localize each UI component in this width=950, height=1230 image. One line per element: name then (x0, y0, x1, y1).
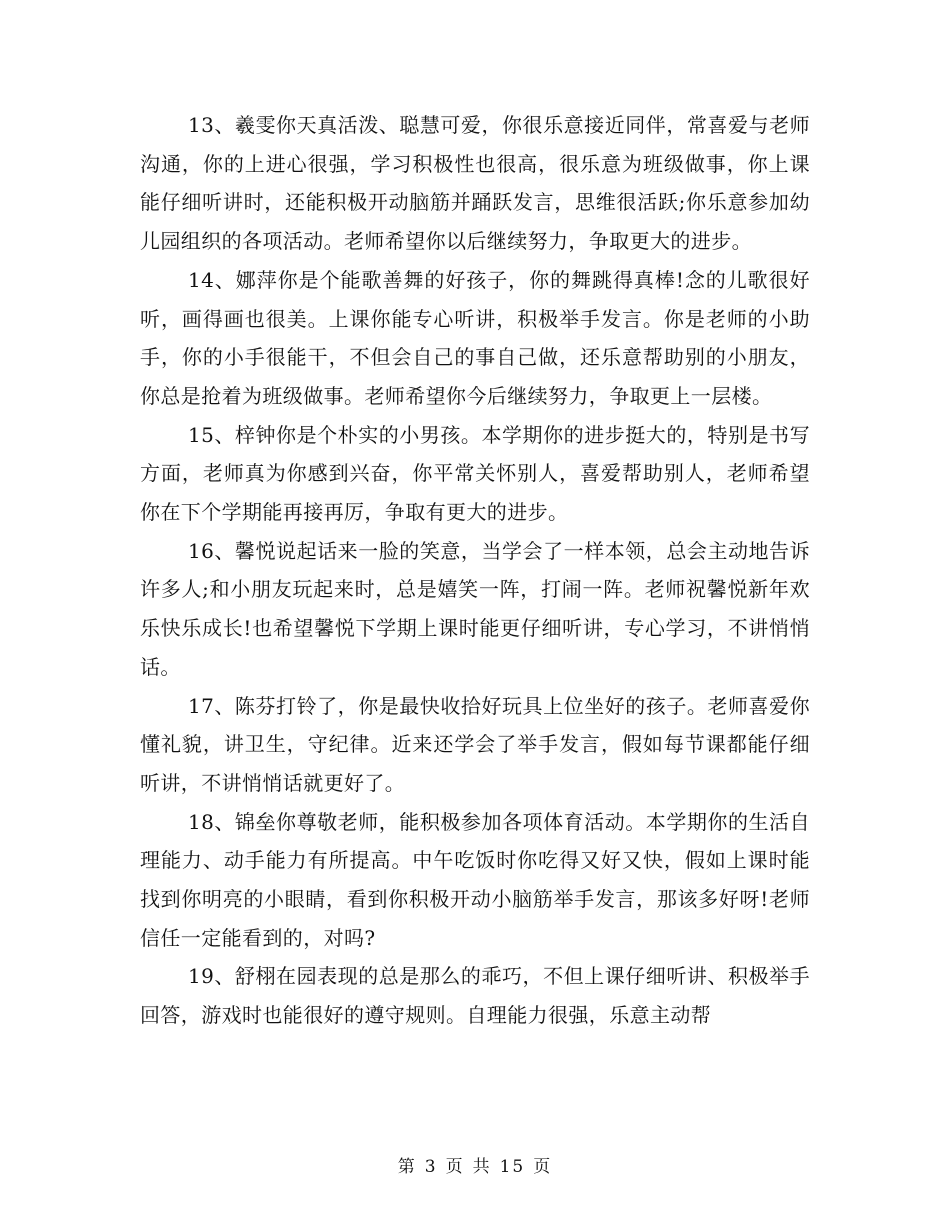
footer-total-pages: 15 (499, 1157, 526, 1177)
footer-total-word: 共 (472, 1157, 492, 1177)
paragraph-15: 15、梓钟你是个朴实的小男孩。本学期你的进步挺大的，特别是书写方面，老师真为你感到兴奋，你平常关怀别人，喜爱帮助别人，老师希望你在下个学期能再接再厉，争取有更大的进步。 (140, 422, 810, 525)
paragraph-18: 18、锦垒你尊敬老师，能积极参加各项体育活动。本学期你的生活自理能力、动手能力有所提高。中午吃饭时你吃得又好又快，假如上课时能找到你明亮的小眼睛，看到你积极开动小脑筋举手发言，那该多好呀!老师信任一定能看到的，对吗? (140, 809, 810, 950)
document-body (140, 106, 810, 1035)
paragraph-13: 13、羲雯你天真活泼、聪慧可爱，你很乐意接近同伴，常喜爱与老师沟通，你的上进心很强，学习积极性也很高，很乐意为班级做事，你上课能仔细听讲时，还能积极开动脑筋并踊跃发言，思维很活跃;你乐意参加幼儿园组织的各项活动。老师希望你以后继续努力，争取更大的进步。 (140, 113, 810, 254)
footer-page-word: 页 (445, 1157, 465, 1177)
paragraph-17: 17、陈芬打铃了，你是最快收拾好玩具上位坐好的孩子。老师喜爱你懂礼貌，讲卫生，守纪律。近来还学会了举手发言，假如每节课都能仔细听讲，不讲悄悄话就更好了。 (140, 693, 810, 795)
paragraph-16: 16、馨悦说起话来一脸的笑意，当学会了一样本领，总会主动地告诉许多人;和小朋友玩起来时，总是嬉笑一阵，打闹一阵。老师祝馨悦新年欢乐快乐成长!也希望馨悦下学期上课时能更仔细听讲，专心学习，不讲悄悄话。 (140, 538, 810, 679)
paragraph-14: 14、娜萍你是个能歌善舞的好孩子，你的舞跳得真棒!念的儿歌很好听，画得画也很美。上课你能专心听讲，积极举手发言。你是老师的小助手，你的小手很能干，不但会自己的事自己做，还乐意帮助别的小朋友，你总是抢着为班级做事。老师希望你今后继续努力，争取更上一层楼。 (140, 267, 810, 408)
page-footer (0, 1152, 950, 1177)
paragraph-19: 19、舒栩在园表现的总是那么的乖巧，不但上课仔细听讲、积极举手回答，游戏时也能很好的遵守规则。自理能力很强，乐意主动帮 (140, 964, 810, 1028)
footer-suffix: 页 (533, 1157, 553, 1177)
footer-prefix: 第 (397, 1157, 417, 1177)
footer-current-page: 3 (424, 1157, 438, 1177)
